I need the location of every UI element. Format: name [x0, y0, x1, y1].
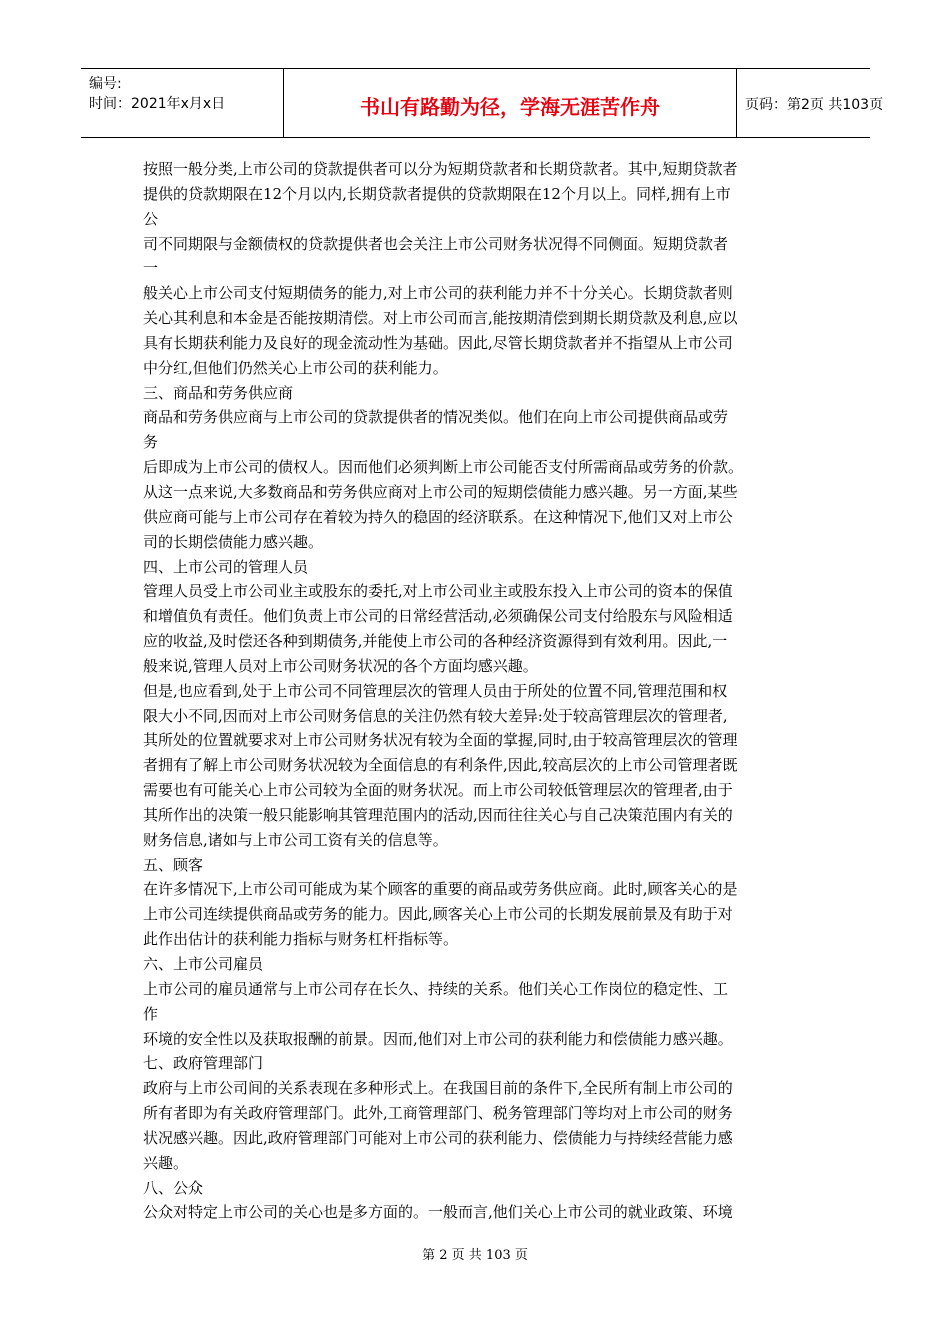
text-line: 上市公司的雇员通常与上市公司存在长久、持续的关系。他们关心工作岗位的稳定性、工 [143, 979, 729, 998]
text-line: 此作出估计的获利能力指标与财务杠杆指标等。 [143, 930, 459, 949]
text-line: 所有者即为有关政府管理部门。此外,工商管理部门、税务管理部门等均对上市公司的财务 [143, 1104, 733, 1123]
text-line: 司不同期限与金额债权的贷款提供者也会关注上市公司财务状况得不同侧面。短期贷款者 [143, 234, 729, 253]
text-line: 关心其利息和本金是否能按期清偿。对上市公司而言,能按期清偿到期长期贷款及利息,应以 [143, 309, 738, 328]
doc-number-label: 编号: [89, 76, 122, 92]
text-line: 按照一般分类,上市公司的贷款提供者可以分为短期贷款者和长期贷款者。其中,短期贷款者 [143, 160, 738, 178]
date-label: 时间：2021年x月x日 [89, 96, 226, 112]
text-line: 和增值负有责任。他们负责上市公司的日常经营活动,必须确保公司支付给股东与风险相适 [143, 607, 733, 626]
text-line: 公 [143, 209, 159, 228]
text-line: 商品和劳务供应商与上市公司的贷款提供者的情况类似。他们在向上市公司提供商品或劳 [143, 408, 729, 427]
text-line: 具有长期获利能力及良好的现金流动性为基础。因此,尽管长期贷款者并不指望从上市公司 [143, 333, 733, 352]
text-line: 财务信息,诸如与上市公司工资有关的信息等。 [143, 830, 448, 849]
text-line: 司的长期偿债能力感兴趣。 [143, 532, 324, 551]
text-line: 六、上市公司雇员 [143, 955, 264, 973]
text-line: 般来说,管理人员对上市公司财务状况的各个方面均感兴趣。 [143, 656, 538, 675]
text-line: 从这一点来说,大多数商品和劳务供应商对上市公司的短期偿债能力感兴趣。另一方面,某些 [143, 482, 738, 501]
text-line: 状况感兴趣。因此,政府管理部门可能对上市公司的获利能力、偿债能力与持续经营能力感 [143, 1128, 733, 1147]
text-line: 者拥有了解上市公司财务状况较为全面信息的有利条件,因此,较高层次的上市公司管理者既 [143, 756, 738, 775]
page-header [81, 68, 884, 138]
text-line: 作 [143, 1004, 159, 1023]
text-line: 一 [143, 259, 159, 278]
text-line: 七、政府管理部门 [143, 1054, 264, 1073]
text-line: 政府与上市公司间的关系表现在多种形式上。在我国目前的条件下,全民所有制上市公司的 [143, 1079, 733, 1098]
text-line: 八、公众 [143, 1178, 204, 1197]
text-line: 其所处的位置就要求对上市公司财务状况有较为全面的掌握,同时,由于较高管理层次的管理 [143, 731, 738, 750]
text-line: 需要也有可能关心上市公司较为全面的财务状况。而上市公司较低管理层次的管理者,由于 [143, 781, 733, 800]
text-line: 应的收益,及时偿还各种到期债务,并能使上市公司的各种经济资源得到有效利用。因此,一 [143, 632, 728, 651]
text-line: 般关心上市公司支付短期债务的能力,对上市公司的获利能力并不十分关心。长期贷款者则 [143, 284, 733, 303]
text-line: 务 [143, 433, 159, 452]
text-line: 公众对特定上市公司的关心也是多方面的。一般而言,他们关心上市公司的就业政策、环境 [143, 1203, 733, 1222]
text-line: 兴趣。 [143, 1153, 189, 1172]
text-line: 中分红,但他们仍然关心上市公司的获利能力。 [143, 358, 448, 377]
text-line: 环境的安全性以及获取报酬的前景。因而,他们对上市公司的获利能力和偿债能力感兴趣。 [143, 1029, 733, 1048]
page-footer: 第 2 页 共 103 页 [422, 1248, 528, 1263]
motto-text: 书山有路勤为径，学海无涯苦作舟 [360, 95, 660, 119]
header-motto-cell [283, 69, 737, 137]
text-line: 四、上市公司的管理人员 [143, 557, 309, 576]
text-line: 但是,也应看到,处于上市公司不同管理层次的管理人员由于所处的位置不同,管理范围和权 [143, 681, 728, 700]
text-line: 五、顾客 [143, 855, 204, 874]
text-line: 提供的贷款期限在12个月以内,长期贷款者提供的贷款期限在12个月以上。同样,拥有上市 [143, 184, 731, 203]
text-line: 限大小不同,因而对上市公司财务信息的关注仍然有较大差异:处于较高管理层次的管理者, [143, 706, 728, 725]
document-body [143, 157, 811, 1225]
header-left-cell [81, 69, 283, 137]
text-line: 后即成为上市公司的债权人。因而他们必须判断上市公司能否支付所需商品或劳务的价款。 [143, 458, 744, 477]
header-page-cell [735, 69, 884, 137]
text-line: 在许多情况下,上市公司可能成为某个顾客的重要的商品或劳务供应商。此时,顾客关心的是 [143, 880, 738, 899]
text-line: 供应商可能与上市公司存在着较为持久的稳固的经济联系。在这种情况下,他们又对上市公 [143, 507, 733, 526]
text-line: 其所作出的决策一般只能影响其管理范围内的活动,因而往往关心与自己决策范围内有关的 [143, 805, 733, 824]
text-line: 三、商品和劳务供应商 [143, 383, 294, 402]
page-info: 页码：第2页 共103页 [745, 97, 884, 113]
text-line: 上市公司连续提供商品或劳务的能力。因此,顾客关心上市公司的长期发展前景及有助于对 [143, 905, 733, 924]
text-line: 管理人员受上市公司业主或股东的委托,对上市公司业主或股东投入上市公司的资本的保值 [143, 582, 733, 601]
